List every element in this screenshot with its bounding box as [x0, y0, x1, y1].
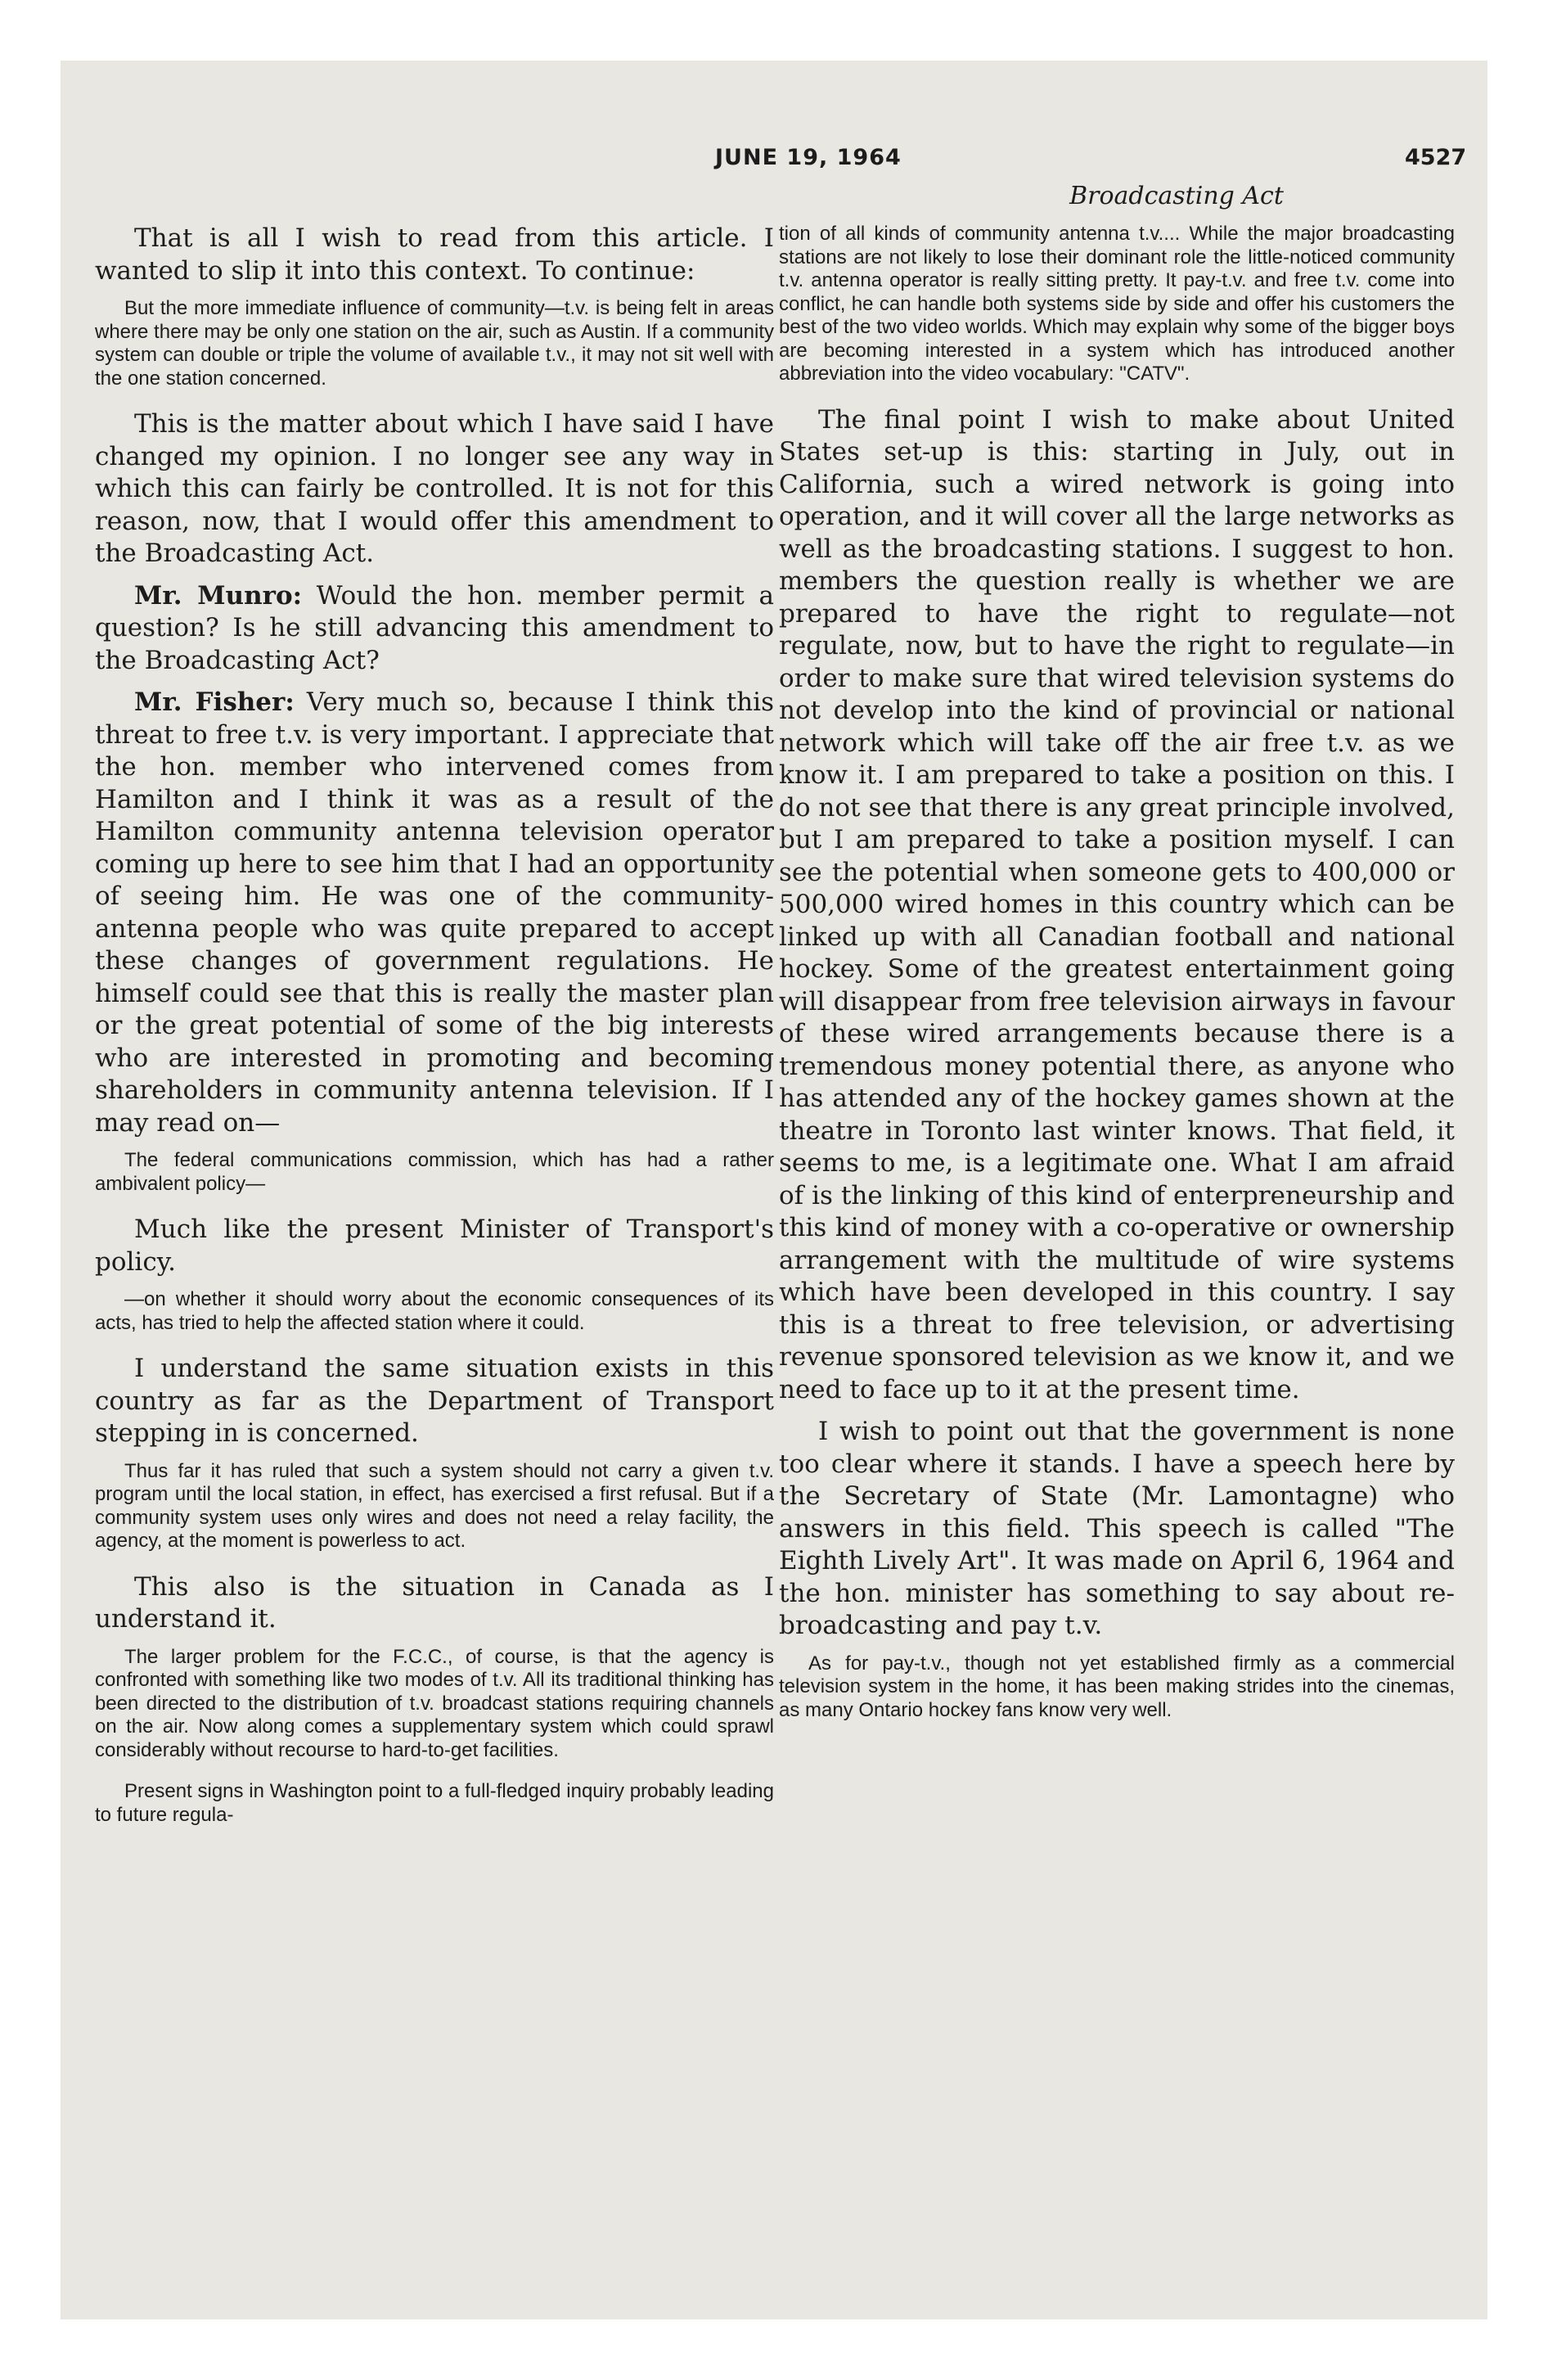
body-paragraph: I understand the same situation exists in this country as far as the Department of Transport stepping in is concerned.: [95, 1354, 774, 1448]
quoted-excerpt: As for pay-t.v., though not yet established firmly as a commercial television system in the home, it has been making strides into the cinemas, as many Ontario hockey fans know very well.: [779, 1652, 1455, 1721]
speaker-name: Mr. Fisher:: [134, 687, 295, 717]
page-number: 4527: [1405, 145, 1467, 170]
right-column: [779, 223, 1455, 1740]
speech-paragraph: [95, 580, 774, 678]
quoted-excerpt: Present signs in Washington point to a full-fledged inquiry probably leading to future regula-: [95, 1780, 774, 1826]
quoted-excerpt: tion of all kinds of community antenna t.v.... While the major broadcasting stations are not likely to lose their dominant role the little-noticed community t.v. antenna operator is really sitting pretty. It pay-t.v. and free t.v. come into conflict, he can handle both systems side by side and offer his customers the best of the two video worlds. Which may explain why some of the bigger boys are becoming interested in a system which has introduced another abbreviation into the video vocabulary: "CATV".: [779, 223, 1455, 385]
body-paragraph: The final point I wish to make about United States set-up is this: starting in July, out in California, such a wired network is going into operation, and it will cover all the large networks as well as the broadcasting stations. I suggest to hon. members the question really is whether we are prepared to have the right to regulate—not regulate, now, but to have the right to regulate—in order to make sure that wired television systems do not develop into the kind of provincial or national network which will take off the air free t.v. as we know it. I am prepared to take a position on this. I do not see that there is any great principle involved, but I am prepared to take a position myself. I can see the potential when someone gets to 400,000 or 500,000 wired homes in this country which can be linked up with all Canadian football and national hockey. Some of the greatest entertainment going will disappear from free television airways in favour of these wired arrangements because there is a tremendous money potential there, as anyone who has attended any of the hockey games shown at the theatre in Toronto last winter knows. That field, it seems to me, is a legitimate one. What I am afraid of is the linking of this kind of enterpreneurship and this kind of money with a co-operative or ownership arrangement with the multitude of wire systems which have been developed in this country. I say this is a threat to free television, or advertising revenue sponsored television as we know it, and we need to face up to it at the present time.: [779, 404, 1455, 1404]
body-paragraph: This is the matter about which I have said I have changed my opinion. I no longer see any way in which this can fairly be controlled. It is not for this reason, now, that I would offer this amendment to the Broadcasting Act.: [95, 409, 774, 568]
page-sheet: [61, 61, 1487, 2319]
section-title: Broadcasting Act: [1069, 182, 1284, 210]
left-column: [95, 223, 774, 1845]
page-date: JUNE 19, 1964: [715, 145, 902, 170]
speaker-name: Mr. Munro:: [134, 580, 303, 611]
speech-text: Very much so, because I think this threat to free t.v. is very important. I appreciate that the hon. member who intervened comes from Hamilton and I think it was as a result of the Hamilton community antenna television operator coming up here to see him that I had an opportunity of seeing him. He was one of the community-antenna people who was quite prepared to accept these changes of government regulations. He himself could see that this is really the master plan or the great potential of some of the big interests who are interested in promoting and becoming shareholders in community antenna television. If I may read on—: [95, 687, 774, 1138]
quoted-excerpt: The larger problem for the F.C.C., of course, is that the agency is confronted with something like two modes of t.v. All its traditional thinking has been directed to the distribution of t.v. broadcast stations requiring channels on the air. Now along comes a supplementary system which could sprawl considerably without recourse to hard-to-get facilities.: [95, 1645, 774, 1761]
quoted-excerpt: Thus far it has ruled that such a system should not carry a given t.v. program until the local station, in effect, has exercised a first refusal. But if a community system uses only wires and does not need a relay facility, the agency, at the moment is powerless to act.: [95, 1459, 774, 1552]
quoted-excerpt: But the more immediate influence of community—t.v. is being felt in areas where there may be only one station on the air, such as Austin. If a community system can double or triple the volume of available t.v., it may not sit well with the one station concerned.: [95, 297, 774, 390]
quoted-excerpt: The federal communications commission, which has had a rather ambivalent policy—: [95, 1149, 774, 1195]
body-paragraph: That is all I wish to read from this article. I wanted to slip it into this context. To continue:: [95, 223, 774, 286]
body-paragraph: I wish to point out that the government is none too clear where it stands. I have a speech here by the Secretary of State (Mr. Lamontagne) who answers in this field. This speech is called "The Eighth Lively Art". It was made on April 6, 1964 and the hon. minister has something to say about re-broadcasting and pay t.v.: [779, 1417, 1455, 1640]
speech-text: Would the hon. member permit a question? Is he still advancing this amendment to the Broadcasting Act?: [95, 580, 775, 675]
body-paragraph: This also is the situation in Canada as I understand it.: [95, 1571, 774, 1634]
speech-paragraph: [95, 687, 774, 1139]
body-paragraph: Much like the present Minister of Transport's policy.: [95, 1215, 774, 1277]
quoted-excerpt: —on whether it should worry about the economic consequences of its acts, has tried to help the affected station where it could.: [95, 1288, 774, 1334]
